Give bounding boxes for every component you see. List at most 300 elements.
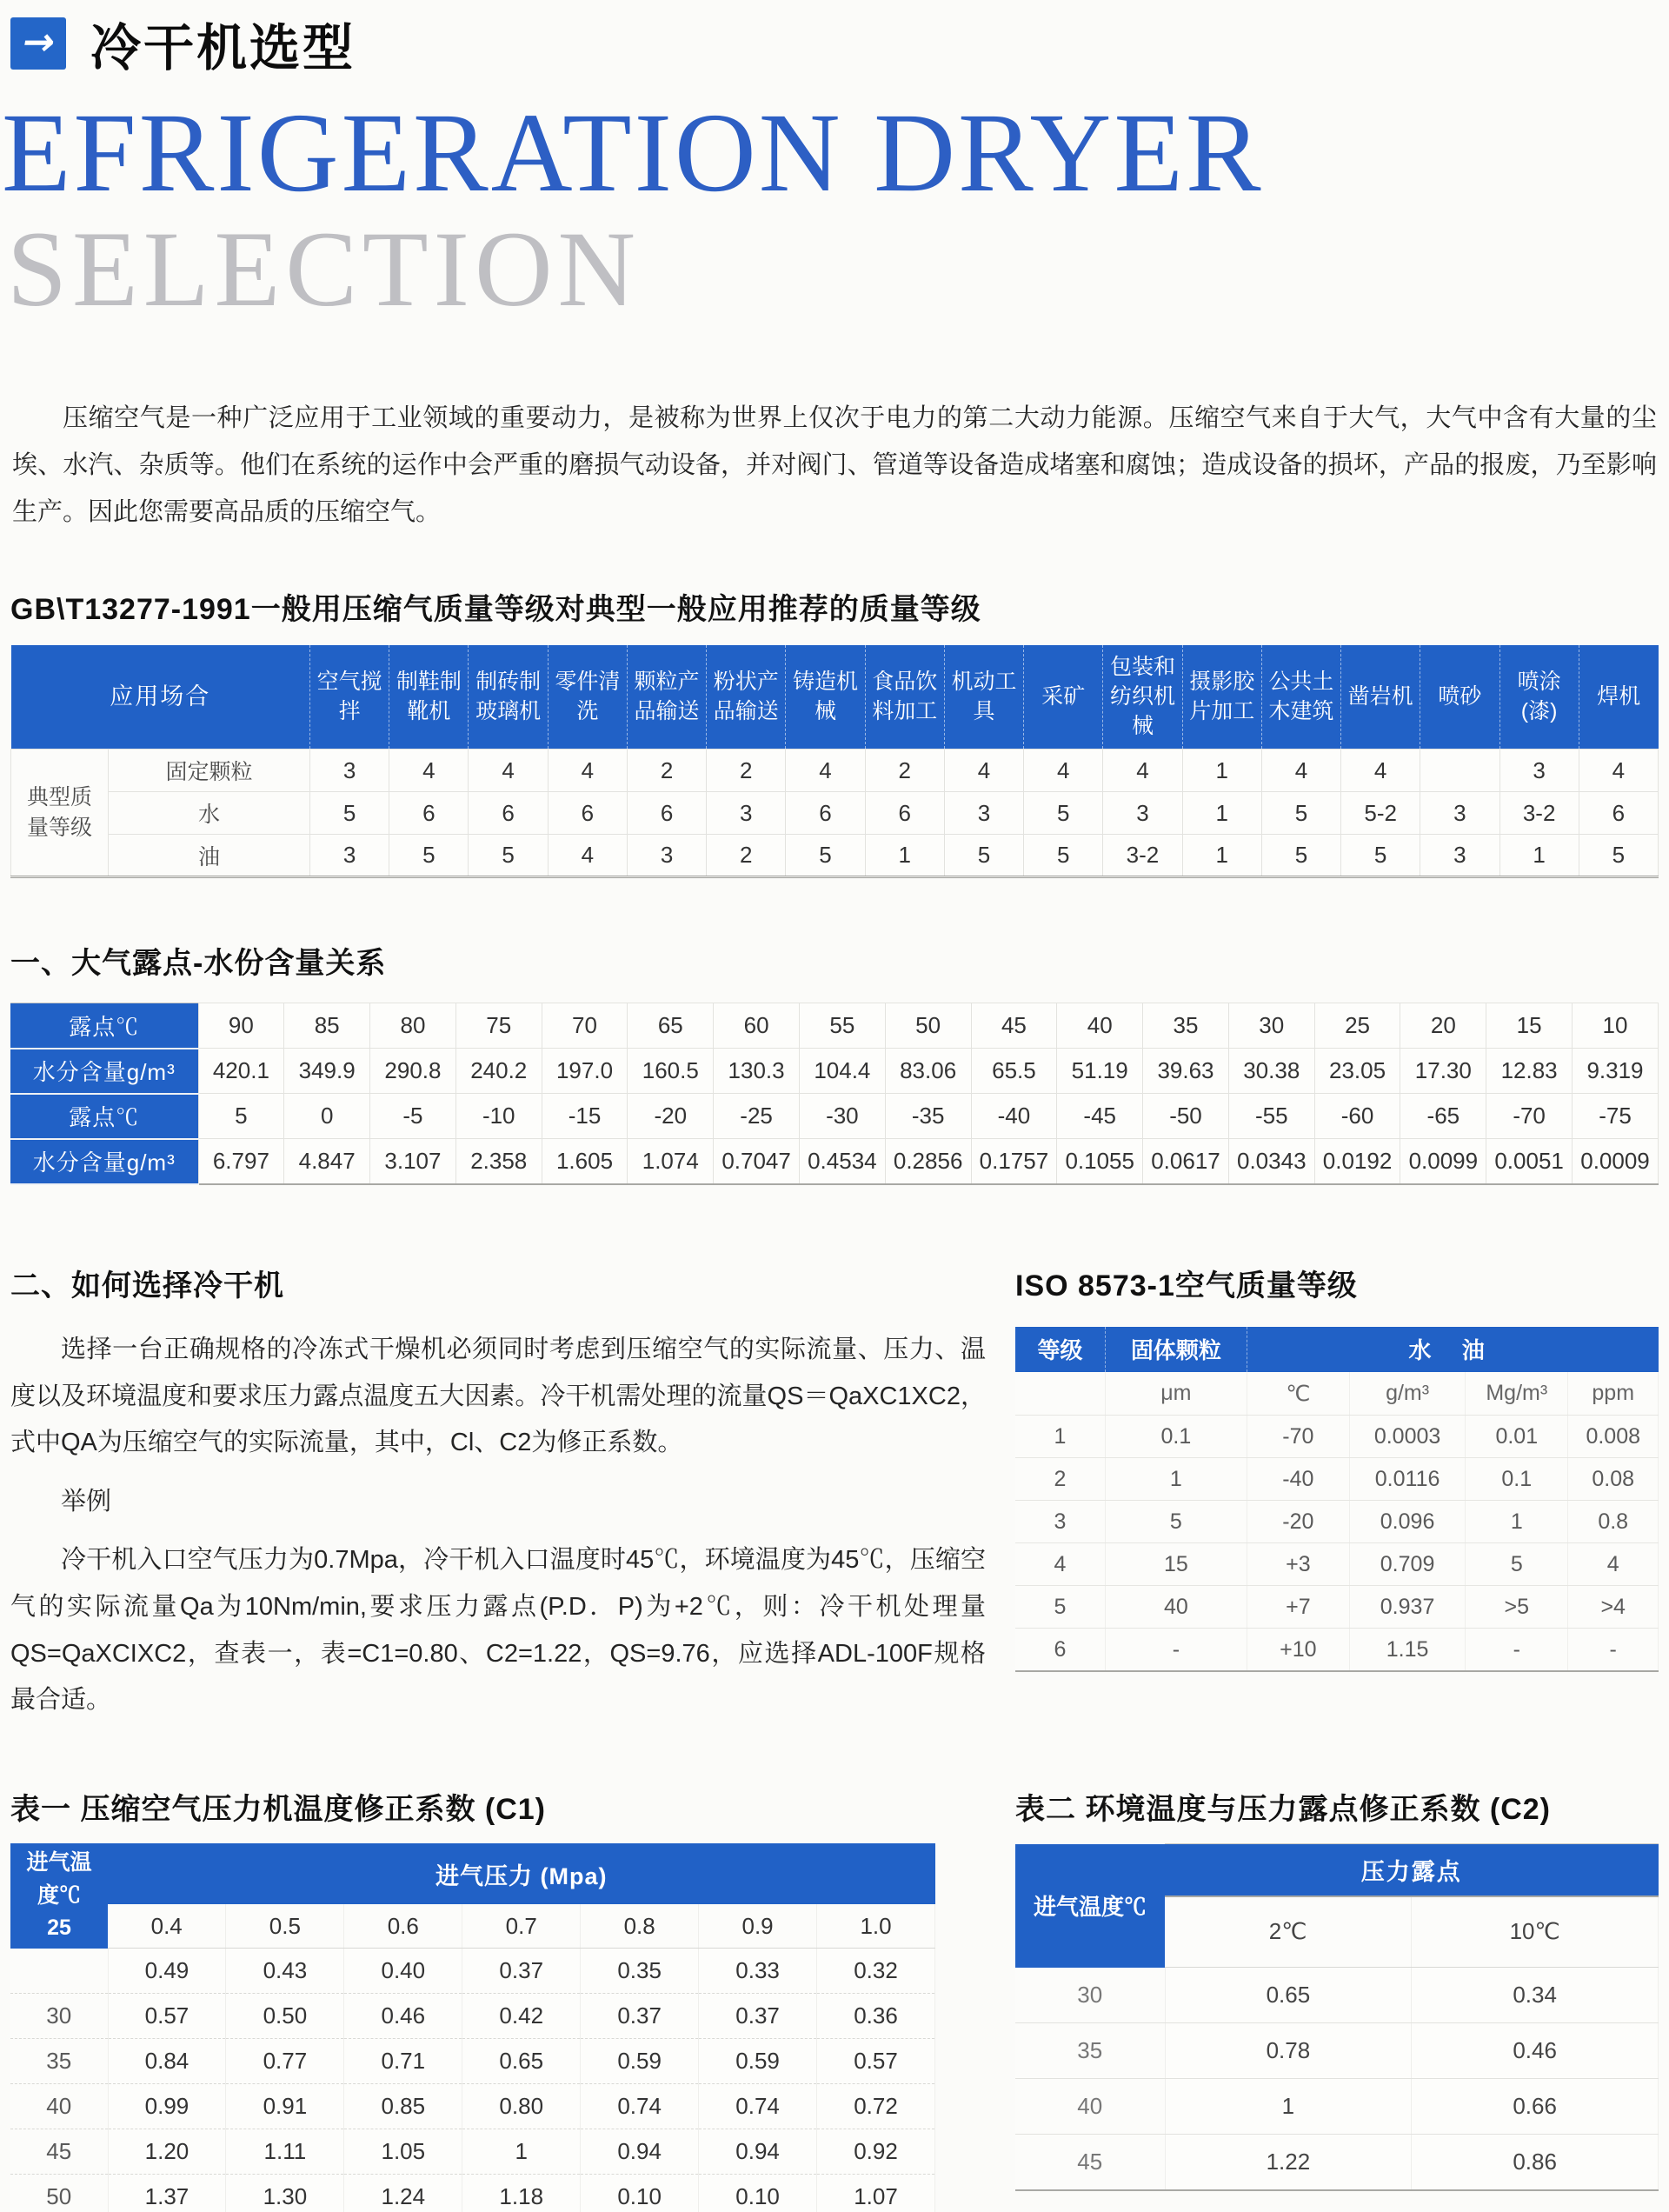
row-label: 油	[109, 835, 310, 877]
cell: -70	[1247, 1416, 1349, 1458]
cell: 50	[885, 1003, 971, 1049]
cell: 5	[1015, 1586, 1106, 1629]
cell: 0.42	[462, 1994, 581, 2039]
column-header: 喷涂(漆)	[1499, 645, 1579, 750]
cell: 3	[1499, 750, 1579, 792]
unit-cell	[1015, 1372, 1106, 1416]
row-group-label: 典型质量等级	[11, 750, 109, 877]
cell: 420.1	[198, 1049, 284, 1094]
cell: 0.99	[108, 2084, 226, 2129]
cell: 0.4534	[799, 1139, 885, 1184]
cell: 240.2	[455, 1049, 542, 1094]
cell: 1	[1499, 835, 1579, 877]
cell: 6	[865, 792, 944, 835]
cell: 40	[1057, 1003, 1143, 1049]
table-row	[10, 2039, 935, 2084]
cell: 0.33	[699, 1949, 817, 1994]
cell: 0.2856	[885, 1139, 971, 1184]
row-label: 露点℃	[10, 1003, 198, 1049]
cell: 349.9	[284, 1049, 370, 1094]
table-row	[10, 1904, 935, 1948]
table-row	[1015, 1416, 1659, 1458]
row-label: 40	[10, 2084, 108, 2129]
intro-paragraph: 压缩空气是一种广泛应用于工业领域的重要动力，是被称为世界上仅次于电力的第二大动力能源。压缩空气来自于大气，大气中含有大量的尘埃、水汽、杂质等。他们在系统的运作中会严重的磨损气动设备，并对阀门、管道等设备造成堵塞和腐蚀；造成设备的损坏，产品的报废，乃至影响生产。因此您需要高品质的压缩空气。	[12, 404, 1657, 526]
cell: 3-2	[1103, 835, 1182, 877]
table-row	[11, 750, 1659, 792]
cell: 0.0343	[1228, 1139, 1314, 1184]
cell: 90	[198, 1003, 284, 1049]
cell: 0.01	[1466, 1416, 1568, 1458]
table-row	[1015, 1968, 1659, 2023]
table-row	[1015, 1543, 1659, 1586]
page-subtitle-english: SELECTION	[7, 209, 642, 329]
cell: 1.24	[344, 2175, 462, 2212]
column-header: 摄影胶片加工	[1182, 645, 1261, 750]
cell: 0.91	[226, 2084, 344, 2129]
cell: 0.92	[817, 2129, 935, 2175]
row-label: 水分含量g/m³	[10, 1049, 198, 1094]
pressure-value-header: 0.7	[462, 1904, 581, 1948]
cell: -25	[714, 1094, 800, 1139]
table1-column	[10, 1785, 986, 2212]
iso-column	[1015, 1262, 1659, 1724]
cell: 20	[1400, 1003, 1486, 1049]
cell: 0.08	[1568, 1458, 1659, 1501]
cell: 0.0051	[1486, 1139, 1573, 1184]
cell: 5-2	[1341, 792, 1420, 835]
cell: 0.49	[108, 1949, 226, 1994]
corner-header	[10, 1843, 108, 1949]
column-header: 制鞋制靴机	[389, 645, 469, 750]
cell: 6	[389, 792, 469, 835]
cell: 0.43	[226, 1949, 344, 1994]
cell: 2	[627, 750, 706, 792]
cell: +7	[1247, 1586, 1349, 1629]
cell: 5	[389, 835, 469, 877]
table-row	[10, 1843, 935, 1904]
unit-cell: g/m³	[1350, 1372, 1466, 1416]
cell: 104.4	[799, 1049, 885, 1094]
iso-table-title: ISO 8573-1空气质量等级	[1015, 1269, 1358, 1303]
pressure-header: 进气压力 (Mpa)	[108, 1843, 935, 1904]
cell: 23.05	[1314, 1049, 1400, 1094]
table-row	[1015, 1844, 1659, 1896]
cell: 15	[1486, 1003, 1573, 1049]
dewpoint-header: 压力露点	[1165, 1844, 1659, 1896]
table-row	[1015, 2023, 1659, 2079]
cell: 0.1055	[1057, 1139, 1143, 1184]
cell: -75	[1573, 1094, 1659, 1139]
cell: 5	[1106, 1501, 1247, 1543]
cell: 0.709	[1350, 1543, 1466, 1586]
cell: 5	[1466, 1543, 1568, 1586]
cell: 1.30	[226, 2175, 344, 2212]
cell: 0.0116	[1350, 1458, 1466, 1501]
cell: -	[1466, 1629, 1568, 1671]
cell: 0.32	[817, 1949, 935, 1994]
row-label: 水	[109, 792, 310, 835]
select-paragraph-1: 选择一台正确规格的冷冻式干燥机必须同时考虑到压缩空气的实际流量、压力、温度以及环境温度和要求压力露点温度五大因素。冷干机需处理的流量QS＝QaXC1XC2，式中QA为压缩空气的实际流量，其中，Cl、C2为修正系数。	[10, 1335, 986, 1457]
cell: 3	[310, 750, 389, 792]
cell: +10	[1247, 1629, 1349, 1671]
cell: 3	[707, 792, 786, 835]
cell: -70	[1486, 1094, 1573, 1139]
corner-line1: 进气温度℃	[26, 1850, 92, 1908]
pressure-value-header: 0.4	[108, 1904, 226, 1948]
cell: 0.86	[1412, 2135, 1659, 2190]
cell: 1.20	[108, 2129, 226, 2175]
row-label: 40	[1015, 2079, 1165, 2135]
grade-header: 等级	[1015, 1327, 1106, 1372]
cell: 0.37	[581, 1994, 699, 2039]
cell: 85	[284, 1003, 370, 1049]
cell: 2	[707, 750, 786, 792]
unit-cell: ppm	[1568, 1372, 1659, 1416]
cell: 160.5	[628, 1049, 714, 1094]
title-row	[10, 0, 1659, 80]
cell: 2	[707, 835, 786, 877]
unit-cell: ℃	[1247, 1372, 1349, 1416]
cell: 75	[455, 1003, 542, 1049]
cell: 4	[1015, 1543, 1106, 1586]
table-row	[10, 2084, 935, 2129]
cell: -30	[799, 1094, 885, 1139]
cell: 1.18	[462, 2175, 581, 2212]
cell: 5	[786, 835, 865, 877]
cell: 3	[944, 792, 1023, 835]
cell: -5	[370, 1094, 456, 1139]
cell: -50	[1143, 1094, 1229, 1139]
cell: 6	[469, 792, 548, 835]
cell: 1.37	[108, 2175, 226, 2212]
table-row	[10, 1994, 935, 2039]
cell: 0.94	[581, 2129, 699, 2175]
water-oil-header: 水 油	[1247, 1327, 1658, 1372]
cell: 0.65	[1165, 1968, 1412, 2023]
cell: 5	[1579, 835, 1658, 877]
cell: 1.22	[1165, 2135, 1412, 2190]
unit-cell: Mg/m³	[1466, 1372, 1568, 1416]
cell: 0.096	[1350, 1501, 1466, 1543]
how-to-select-column	[10, 1262, 986, 1724]
cell: 0.66	[1412, 2079, 1659, 2135]
table-row	[10, 1139, 1659, 1184]
cell: >4	[1568, 1586, 1659, 1629]
cell: -35	[885, 1094, 971, 1139]
cell: 0.78	[1165, 2023, 1412, 2079]
arrow-icon	[10, 17, 66, 70]
cell: -20	[628, 1094, 714, 1139]
cell: 5	[198, 1094, 284, 1139]
cell: 0.10	[581, 2175, 699, 2212]
cell: 40	[1106, 1586, 1247, 1629]
cell: 4	[1261, 750, 1340, 792]
cell: 5	[469, 835, 548, 877]
page-title: 冷干机选型	[90, 20, 356, 77]
cell: 9.319	[1573, 1049, 1659, 1094]
cell: 0.94	[699, 2129, 817, 2175]
table-row	[1015, 1372, 1659, 1416]
column-header: 颗粒产品输送	[627, 645, 706, 750]
cell: -55	[1228, 1094, 1314, 1139]
table-row	[1015, 2135, 1659, 2190]
corner-header: 进气温度℃	[1015, 1844, 1165, 1968]
cell: 1	[1015, 1416, 1106, 1458]
page-title-english: EFRIGERATION DRYER	[2, 90, 1264, 216]
cell: 1	[1165, 2079, 1412, 2135]
dew-section-title: 一、大气露点-水份含量关系	[10, 947, 387, 981]
cell: 130.3	[714, 1049, 800, 1094]
cell: 1.605	[542, 1139, 628, 1184]
cell: 0.57	[108, 1994, 226, 2039]
cell: -60	[1314, 1094, 1400, 1139]
cell: 4	[548, 835, 627, 877]
cell: -	[1568, 1629, 1659, 1671]
table2-column	[1015, 1785, 1659, 2212]
table-row	[1015, 2079, 1659, 2135]
cell: 5	[1024, 792, 1103, 835]
table-row	[1015, 1458, 1659, 1501]
cell: 5	[1261, 835, 1340, 877]
cell: 5	[1261, 792, 1340, 835]
cell: 4	[469, 750, 548, 792]
column-header: 采矿	[1024, 645, 1103, 750]
row-label: 35	[1015, 2023, 1165, 2079]
dewpoint-value-header: 10℃	[1412, 1896, 1659, 1968]
cell: 1.07	[817, 2175, 935, 2212]
cell: >5	[1466, 1586, 1568, 1629]
cell: 3	[310, 835, 389, 877]
cell: -40	[1247, 1458, 1349, 1501]
row-label: 45	[10, 2129, 108, 2175]
arrow-glyph: →	[18, 19, 59, 64]
column-header: 喷砂	[1420, 645, 1499, 750]
row-label: 30	[10, 1994, 108, 2039]
cell: 0.7047	[714, 1139, 800, 1184]
select-paragraph-example-label: 举例	[61, 1487, 112, 1516]
row-label: 35	[10, 2039, 108, 2084]
cell: 0.59	[699, 2039, 817, 2084]
cell: 2.358	[455, 1139, 542, 1184]
cell: 4	[1568, 1543, 1659, 1586]
cell: 3.107	[370, 1139, 456, 1184]
cell: 2	[1015, 1458, 1106, 1501]
cell: 30	[1228, 1003, 1314, 1049]
cell: 83.06	[885, 1049, 971, 1094]
table-row	[11, 792, 1659, 835]
cell: 3	[1420, 835, 1499, 877]
cell: 0	[284, 1094, 370, 1139]
row-label: 45	[1015, 2135, 1165, 2190]
cell: 12.83	[1486, 1049, 1573, 1094]
cell: 0.57	[817, 2039, 935, 2084]
table-row	[10, 2129, 935, 2175]
iso-header-row	[1015, 1327, 1659, 1372]
cell: 6	[1015, 1629, 1106, 1671]
table-row	[10, 2175, 935, 2212]
cell: 0.59	[581, 2039, 699, 2084]
row-label: 30	[1015, 1968, 1165, 2023]
cell: 0.0617	[1143, 1139, 1229, 1184]
cell: 290.8	[370, 1049, 456, 1094]
column-header: 机动工具	[944, 645, 1023, 750]
cell: 0.1	[1106, 1416, 1247, 1458]
column-header: 制砖制玻璃机	[469, 645, 548, 750]
cell: -15	[542, 1094, 628, 1139]
cell: 3	[1420, 792, 1499, 835]
cell: 4	[1024, 750, 1103, 792]
pressure-value-header: 1.0	[817, 1904, 935, 1948]
cell: 17.30	[1400, 1049, 1486, 1094]
cell: 1.074	[628, 1139, 714, 1184]
cell: 30.38	[1228, 1049, 1314, 1094]
cell: 0.1757	[971, 1139, 1057, 1184]
table-row	[10, 1949, 935, 1994]
cell: 4	[1579, 750, 1658, 792]
cell: 5	[1341, 835, 1420, 877]
cell: 4	[389, 750, 469, 792]
cell: 1	[1182, 750, 1261, 792]
table-row	[10, 1003, 1659, 1049]
cell: 1.05	[344, 2129, 462, 2175]
table1-title: 表一 压缩空气压力机温度修正系数 (C1)	[10, 1793, 546, 1826]
pressure-value-header: 0.9	[699, 1904, 817, 1948]
c1-correction-table	[10, 1843, 935, 2212]
select-paragraph-example: 冷干机入口空气压力为0.7Mpa，冷干机入口温度时45℃，环境温度为45℃，压缩空气的实际流量Qa为10Nm/min,要求压力露点(P.D．P)为+2℃，则：冷干机处理量QS=QaXCIXC2，查表一，表=C1=0.80、C2=1.22，QS=9.76，应选择ADL-100F规格最合适。	[10, 1546, 986, 1715]
corner-line2: 25	[47, 1916, 71, 1940]
column-header: 空气搅拌	[310, 645, 389, 750]
cell: -40	[971, 1094, 1057, 1139]
cell: 6	[1579, 792, 1658, 835]
column-header: 包装和纺织机械	[1103, 645, 1182, 750]
unit-cell: μm	[1106, 1372, 1247, 1416]
row-label: 露点℃	[10, 1094, 198, 1139]
cell: 0.85	[344, 2084, 462, 2129]
cell: -45	[1057, 1094, 1143, 1139]
cell: 0.46	[1412, 2023, 1659, 2079]
column-header: 凿岩机	[1341, 645, 1420, 750]
column-header: 公共土木建筑	[1261, 645, 1340, 750]
iso-quality-table	[1015, 1327, 1659, 1672]
selection-section	[10, 1262, 1659, 1724]
cell: -20	[1247, 1501, 1349, 1543]
solid-particle-header: 固体颗粒	[1106, 1327, 1247, 1372]
cell: 1.15	[1350, 1629, 1466, 1671]
masthead	[2, 0, 1659, 329]
cell: 45	[971, 1003, 1057, 1049]
column-header: 食品饮料加工	[865, 645, 944, 750]
select-section-title: 二、如何选择冷干机	[10, 1269, 284, 1303]
table-row	[1015, 1586, 1659, 1629]
cell: 0.0009	[1573, 1139, 1659, 1184]
table-row	[10, 1094, 1659, 1139]
cell: 2	[865, 750, 944, 792]
cell: 0.37	[699, 1994, 817, 2039]
cell: 1	[1466, 1501, 1568, 1543]
cell: 0.1	[1466, 1458, 1568, 1501]
cell: 0.35	[581, 1949, 699, 1994]
cell: 0.34	[1412, 1968, 1659, 2023]
cell: 0.40	[344, 1949, 462, 1994]
row-label: 水分含量g/m³	[10, 1139, 198, 1184]
cell: -65	[1400, 1094, 1486, 1139]
pressure-value-header: 0.5	[226, 1904, 344, 1948]
cell: 0.80	[462, 2084, 581, 2129]
cell: 35	[1143, 1003, 1229, 1049]
cell: 1	[462, 2129, 581, 2175]
cell: 0.0192	[1314, 1139, 1400, 1184]
cell: 51.19	[1057, 1049, 1143, 1094]
cell: 4	[548, 750, 627, 792]
cell: 4	[786, 750, 865, 792]
cell: 3	[627, 835, 706, 877]
cell: 6	[786, 792, 865, 835]
cell: 0.71	[344, 2039, 462, 2084]
cell: 0.8	[1568, 1501, 1659, 1543]
cell: 1.11	[226, 2129, 344, 2175]
table-row	[1015, 1501, 1659, 1543]
cell: +3	[1247, 1543, 1349, 1586]
cell: 197.0	[542, 1049, 628, 1094]
gb-quality-table	[10, 645, 1659, 879]
cell: 10	[1573, 1003, 1659, 1049]
cell: 1	[1182, 835, 1261, 877]
table-row	[1015, 1629, 1659, 1671]
cell: 0.10	[699, 2175, 817, 2212]
cell: 15	[1106, 1543, 1247, 1586]
dewpoint-value-header: 2℃	[1165, 1896, 1412, 1968]
cell: -	[1106, 1629, 1247, 1671]
cell: 4.847	[284, 1139, 370, 1184]
table-row	[10, 1049, 1659, 1094]
cell: 0.937	[1350, 1586, 1466, 1629]
pressure-value-header: 0.8	[581, 1904, 699, 1948]
cell: 6.797	[198, 1139, 284, 1184]
cell: 0.0003	[1350, 1416, 1466, 1458]
c2-correction-table	[1015, 1843, 1659, 2191]
table2-title: 表二 环境温度与压力露点修正系数 (C2)	[1015, 1793, 1551, 1826]
cell: 0.36	[817, 1994, 935, 2039]
gb-header-row	[11, 645, 1659, 750]
column-header: 粉状产品输送	[707, 645, 786, 750]
cell: 0.74	[581, 2084, 699, 2129]
cell: 5	[944, 835, 1023, 877]
cell: 0.37	[462, 1949, 581, 1994]
cell: 3	[1015, 1501, 1106, 1543]
cell: 1	[865, 835, 944, 877]
cell: 80	[370, 1003, 456, 1049]
cell: 0.0099	[1400, 1139, 1486, 1184]
cell: 3-2	[1499, 792, 1579, 835]
row-label: 50	[10, 2175, 108, 2212]
cell: 39.63	[1143, 1049, 1229, 1094]
cell: 3	[1103, 792, 1182, 835]
cell: 0.50	[226, 1994, 344, 2039]
table-row	[11, 835, 1659, 877]
column-header: 零件清洗	[548, 645, 627, 750]
cell: 25	[1314, 1003, 1400, 1049]
cell: 6	[627, 792, 706, 835]
cell: 5	[1024, 835, 1103, 877]
row-label	[10, 1949, 108, 1994]
cell: 1	[1106, 1458, 1247, 1501]
cell: 65	[628, 1003, 714, 1049]
cell: 4	[944, 750, 1023, 792]
cell: 55	[799, 1003, 885, 1049]
cell: 65.5	[971, 1049, 1057, 1094]
cell: 1	[1182, 792, 1261, 835]
cell: 0.77	[226, 2039, 344, 2084]
